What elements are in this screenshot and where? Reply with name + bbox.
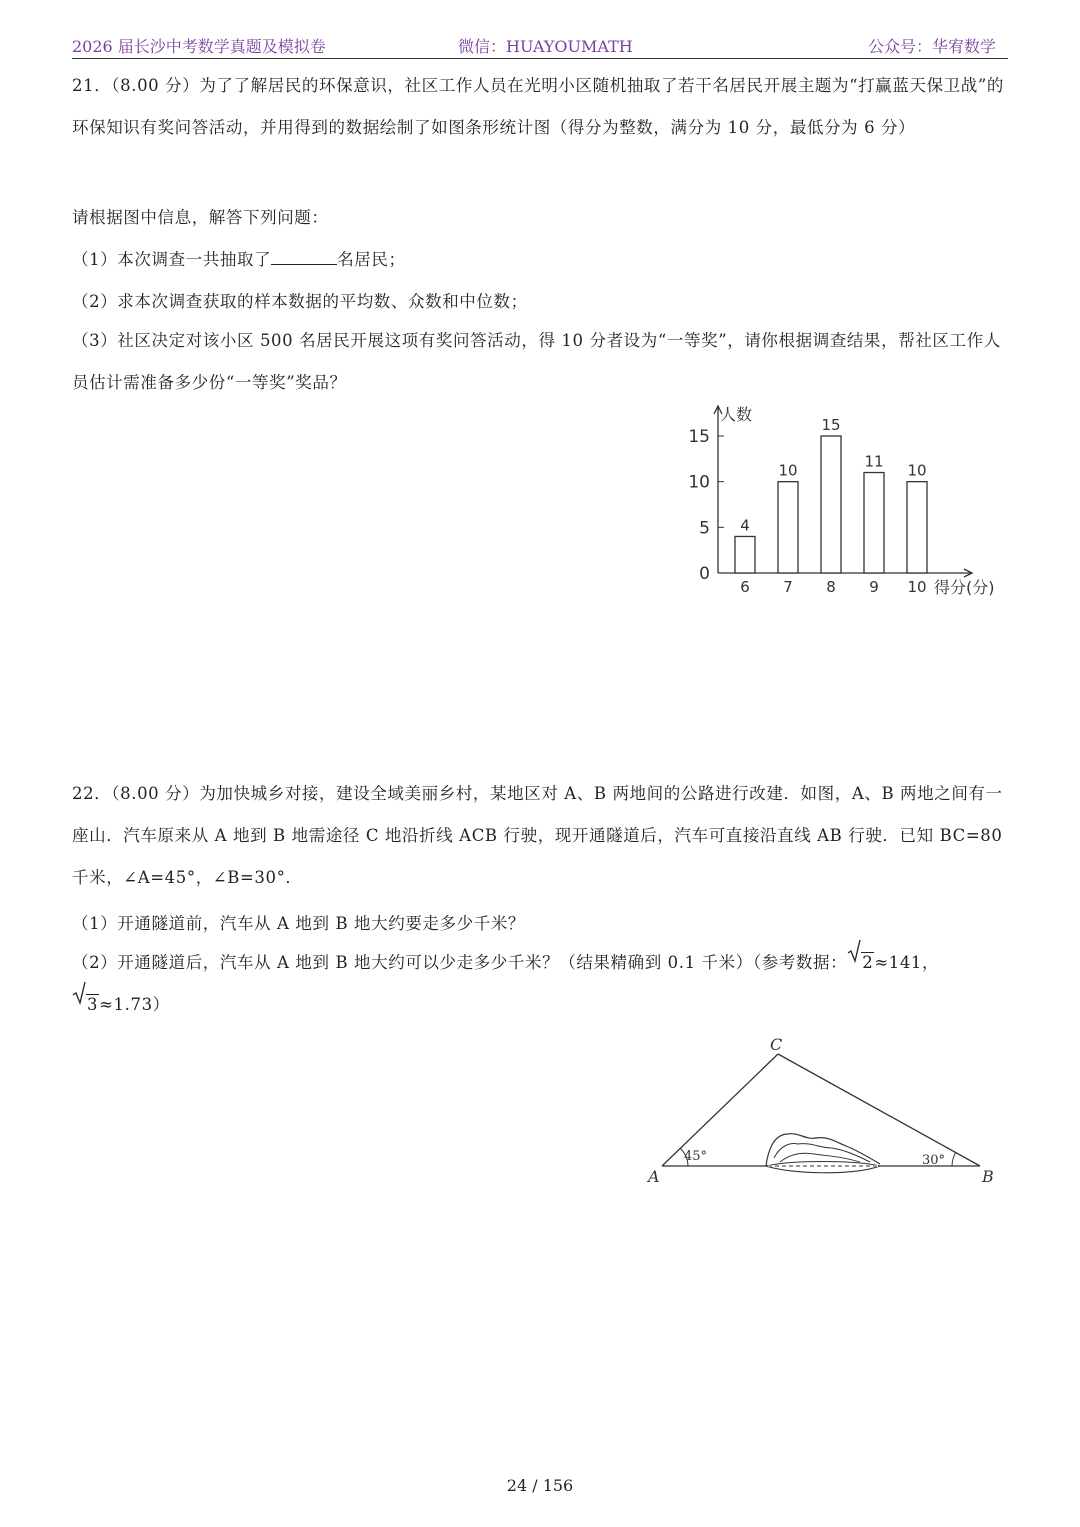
angle-b-arc — [952, 1152, 956, 1166]
y-tick-label: 5 — [699, 518, 710, 539]
x-tick-label: 8 — [826, 578, 836, 596]
vertex-a-label: A — [648, 1167, 660, 1186]
bar-value-label: 10 — [907, 461, 927, 480]
q22-stem: 22．（8.00 分）为加快城乡对接，建设全域美丽乡村，某地区对 A、B 两地间的公路进行改建．如图，A、B 两地之间有一座山．汽车原来从 A 地到 B 地需途径 C 地沿折线 ACB 行驶，现开通隧道后，汽车可直接沿直线 AB 行驶．已知 BC=80 千米，∠A=45°，∠B=30°． — [72, 784, 1003, 887]
q22-part2 — [72, 942, 1008, 1026]
mountain-icon — [766, 1134, 880, 1173]
angle-b-label: 30° — [922, 1153, 946, 1168]
y-tick-label: 10 — [688, 472, 710, 493]
angle-a-label: 45° — [684, 1149, 708, 1164]
y-axis-title: 人数 — [720, 405, 753, 424]
bar — [735, 536, 755, 573]
triangle-figure — [640, 1030, 1010, 1190]
bar — [778, 482, 798, 573]
sqrt3-expression — [72, 984, 99, 1026]
page-header — [72, 30, 1008, 59]
side-cb — [778, 1054, 980, 1166]
q21-part2: （2）求本次调查获取的样本数据的平均数、众数和中位数； — [72, 292, 528, 311]
y-tick-label: 0 — [699, 564, 710, 584]
q21-part1 — [72, 246, 406, 270]
sqrt2-value: ≈141， — [874, 953, 940, 972]
answer-blank — [271, 250, 337, 265]
x-tick-label: 7 — [783, 578, 793, 596]
sqrt2-expression — [847, 942, 874, 984]
bar-value-label: 15 — [821, 416, 841, 434]
sqrt3-value: ≈1.73） — [99, 995, 170, 1014]
x-axis-title: 得分(分) — [934, 578, 995, 597]
q21-stem: 21．（8.00 分）为了了解居民的环保意识，社区工作人员在光明小区随机抽取了若干名居民开展主题为“打赢蓝天保卫战”的环保知识有奖问答活动，并用得到的数据绘制了如图条形统计图（得分为整数，满分为 10 分，最低分为 6 分） — [72, 76, 1004, 137]
side-ac — [662, 1054, 778, 1166]
bar — [821, 436, 841, 573]
x-tick-label: 10 — [907, 578, 927, 596]
bar-value-label: 11 — [864, 452, 884, 471]
bar-chart — [672, 398, 1012, 608]
bar — [864, 473, 884, 573]
x-tick-label: 6 — [740, 578, 750, 596]
header-title: 2026 届长沙中考数学真题及模拟卷 — [72, 37, 326, 56]
y-tick-label: 15 — [688, 427, 710, 447]
x-tick-label: 9 — [869, 578, 879, 596]
bar — [907, 482, 927, 573]
q21-instruction: 请根据图中信息，解答下列问题： — [72, 208, 329, 227]
sqrt2-radicand: 2 — [862, 953, 874, 972]
vertex-b-label: B — [982, 1167, 994, 1186]
bar-value-label: 10 — [778, 461, 798, 480]
vertex-c-label: C — [770, 1035, 783, 1054]
q22-part2-text: （2）开通隧道后，汽车从 A 地到 B 地大约可以少走多少千米？（结果精确到 0.1 千米）（参考数据： — [72, 953, 848, 972]
q21-part3: （3）社区决定对该小区 500 名居民开展这项有奖问答活动，得 10 分者设为“一等奖”，请你根据调查结果，帮社区工作人员估计需准备多少份“一等奖”奖品？ — [72, 331, 1001, 392]
sqrt3-radicand: 3 — [87, 995, 99, 1014]
q21-part1-b: 名居民； — [337, 250, 406, 269]
q21-part1-a: （1）本次调查一共抽取了 — [72, 250, 272, 269]
header-account: 公众号：华宥数学 — [867, 37, 996, 56]
q22-part1: （1）开通隧道前，汽车从 A 地到 B 地大约要走多少千米？ — [72, 914, 526, 933]
page-number: 24 / 156 — [506, 1476, 574, 1495]
header-wechat: 微信：HUAYOUMATH — [458, 37, 633, 56]
bar-value-label: 4 — [740, 516, 750, 535]
